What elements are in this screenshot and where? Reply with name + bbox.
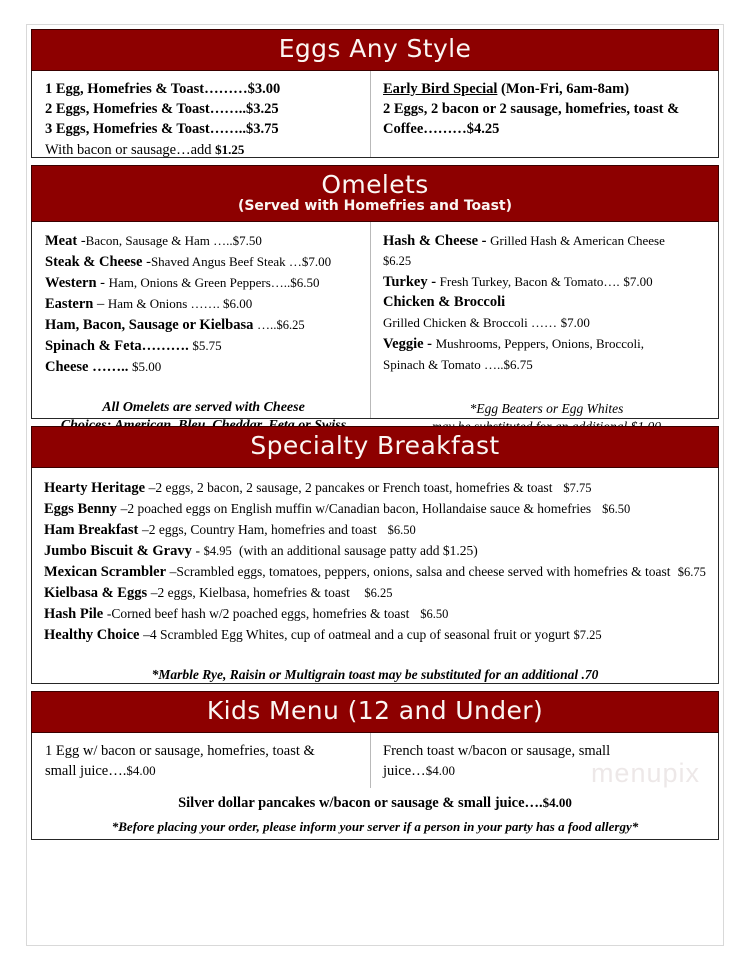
section-subtitle-omelets: (Served with Homefries and Toast) <box>237 198 513 214</box>
section-title-kids-menu: Kids Menu (12 and Under) <box>206 696 544 725</box>
menu-item <box>44 541 706 561</box>
item-name: Ham Breakfast <box>44 522 139 538</box>
menu-item <box>44 604 706 624</box>
item-desc: ….. <box>257 317 277 332</box>
item-price: $5.75 <box>192 338 222 353</box>
section-banner-omelets <box>31 165 719 222</box>
item-name: 1 Egg w/ bacon or sausage, homefries, toast & <box>45 743 315 759</box>
item-price: $6.50 <box>290 275 320 290</box>
menu-item <box>44 499 706 519</box>
item-name: Jumbo Biscuit & Gravy <box>44 543 192 559</box>
item-desc: 2 eggs, Kielbasa, homefries & toast <box>157 585 350 600</box>
item-desc: Grilled Chicken & Broccoli …… <box>383 315 558 330</box>
section-banner-specialty-breakfast <box>31 426 719 468</box>
item-dash: - <box>100 275 106 291</box>
omelets-left-column <box>32 222 371 418</box>
item-desc: 4 Scrambled Egg Whites, cup of oatmeal and a cup of seasonal fruit or yogurt <box>149 627 570 642</box>
item-desc: Scrambled eggs, tomatoes, peppers, onions, salsa and cheese served with homefries & toast <box>176 564 671 579</box>
kids-two-column-row <box>32 733 718 788</box>
item-desc: Spinach & Tomato ….. <box>383 357 504 372</box>
item-dash: – <box>120 501 128 516</box>
menu-item <box>383 293 710 312</box>
item-price: $7.50 <box>232 233 262 248</box>
item-price: $6.50 <box>387 523 416 537</box>
item-desc: Ham & Onions ……. <box>107 296 224 311</box>
item-name: Silver dollar pancakes w/bacon or sausage & small juice…. <box>178 795 543 811</box>
item-name: Spinach & Feta………. <box>45 338 189 354</box>
menu-item <box>383 313 710 333</box>
menu-item: 2 Eggs, 2 bacon or 2 sausage, homefries, toast & <box>383 101 680 117</box>
kids-center-item <box>32 788 718 814</box>
item-dash: – <box>169 564 177 579</box>
item-name: Eggs Benny <box>44 501 117 517</box>
item-price: $6.50 <box>602 502 631 516</box>
item-price: $5.00 <box>132 359 162 374</box>
allergy-notice: *Before placing your order, please inform your server if a person in your party has a food allergy* <box>111 819 639 834</box>
menu-item <box>44 520 706 540</box>
item-desc: 2 eggs, 2 bacon, 2 sausage, 2 pancakes or French toast, homefries & toast <box>155 480 553 495</box>
item-name: Ham, Bacon, Sausage or Kielbasa <box>45 317 254 333</box>
spacer <box>31 684 719 691</box>
item-dash: – <box>143 627 150 642</box>
item-desc: 2 poached eggs on English muffin w/Canadian bacon, Hollandaise sauce & homefries <box>127 501 592 516</box>
section-title-eggs-any-style: Eggs Any Style <box>278 34 472 63</box>
menu-item <box>44 583 706 603</box>
menu-item <box>45 80 362 99</box>
item-desc: Shaved Angus Beef Steak … <box>150 254 302 269</box>
item-name: With bacon or sausage…add <box>45 142 212 158</box>
kids-left-column <box>32 733 371 788</box>
item-desc: Bacon, Sausage & Ham ….. <box>85 233 233 248</box>
item-price: $6.50 <box>420 607 449 621</box>
menu-item <box>44 478 706 498</box>
menu-item <box>45 357 362 377</box>
item-name: Meat <box>45 233 78 249</box>
item-name: 2 Eggs, Homefries & Toast <box>45 101 210 117</box>
item-name: Early Bird Special <box>383 81 498 97</box>
menu-item <box>45 336 362 356</box>
item-name: Healthy Choice <box>44 627 140 643</box>
item-price: $1.25 <box>215 142 245 157</box>
menupix-watermark: menupix <box>590 758 700 788</box>
item-name: Cheese …….. <box>45 359 129 375</box>
item-price: $6.25 <box>383 254 412 268</box>
menu-item <box>383 231 710 251</box>
item-name: French toast w/bacon or sausage, small <box>383 743 611 759</box>
menu-item <box>45 120 362 139</box>
item-price: $6.25 <box>276 318 305 332</box>
item-price: $6.75 <box>677 565 706 579</box>
item-dash: – <box>142 522 149 537</box>
item-price: $6.25 <box>364 586 393 600</box>
section-title-specialty-breakfast: Specialty Breakfast <box>250 431 500 460</box>
menu-item <box>383 334 710 354</box>
item-name: Steak & Cheese <box>45 254 143 270</box>
item-dash: - <box>80 233 86 249</box>
item-price: $7.75 <box>563 481 592 495</box>
menu-item <box>45 140 362 160</box>
menu-item <box>44 625 706 645</box>
section-content-specialty-breakfast <box>31 468 719 684</box>
item-name: Chicken & Broccoli <box>383 294 506 310</box>
item-dots: …….. <box>209 121 246 137</box>
item-desc: 2 eggs, Country Ham, homefries and toast <box>148 522 377 537</box>
omelets-egg-beaters-note-line1: *Egg Beaters or Egg Whites <box>469 401 624 416</box>
menu-item <box>45 100 362 119</box>
item-price: $4.00 <box>126 763 156 778</box>
item-detail: (Mon-Fri, 6am-8am) <box>501 81 630 97</box>
item-dash: – <box>148 480 156 495</box>
specialty-footnote: *Marble Rye, Raisin or Multigrain toast may be substituted for an additional .70 <box>151 667 599 682</box>
item-desc: Corned beef hash w/2 poached eggs, homefries & toast <box>111 606 410 621</box>
menu-item <box>383 252 710 271</box>
item-price: $3.00 <box>247 81 281 97</box>
menu-item: Coffee………$4.25 <box>383 121 500 137</box>
item-dash: - <box>195 543 200 558</box>
item-price: $6.75 <box>503 357 533 372</box>
menu-item <box>45 294 362 314</box>
menu-item <box>45 231 362 251</box>
item-name: Hearty Heritage <box>44 480 146 496</box>
menu-item <box>383 742 710 761</box>
section-content-omelets <box>31 222 719 419</box>
item-name: 1 Egg, Homefries & Toast <box>45 81 205 97</box>
item-price: $7.00 <box>623 274 653 289</box>
section-title-omelets: Omelets <box>321 170 429 199</box>
menu-item <box>44 562 706 582</box>
item-name: Eastern <box>45 296 94 312</box>
item-dash: – <box>96 296 105 312</box>
item-dash: – <box>150 585 158 600</box>
menu-item <box>45 742 362 761</box>
item-dash: - <box>146 254 151 270</box>
kids-right-column <box>371 733 718 788</box>
item-desc: Ham, Onions & Green Peppers….. <box>108 275 291 290</box>
eggs-right-column <box>371 71 718 157</box>
item-desc: Mushrooms, Peppers, Onions, Broccoli, <box>435 336 644 351</box>
menu-item <box>45 315 362 335</box>
item-name-cont: juice… <box>383 763 426 779</box>
item-price: $4.00 <box>542 795 572 810</box>
item-name: Western <box>45 275 97 291</box>
item-name: 3 Eggs, Homefries & Toast <box>45 121 210 137</box>
section-banner-eggs-any-style <box>31 29 719 71</box>
section-content-eggs-any-style <box>31 71 719 158</box>
item-desc: Fresh Turkey, Bacon & Tomato…. <box>439 274 620 289</box>
item-name: Kielbasa & Eggs <box>44 585 148 601</box>
menu-item <box>383 761 710 781</box>
item-price: $7.25 <box>573 628 602 642</box>
section-banner-kids-menu <box>31 691 719 733</box>
item-extra: (with an additional sausage patty add $1.25) <box>238 543 478 558</box>
omelets-right-column <box>371 222 718 418</box>
item-price: $3.25 <box>245 101 279 117</box>
section-content-kids-menu <box>31 733 719 840</box>
item-desc: Grilled Hash & American Cheese <box>490 233 665 248</box>
item-price: $6.00 <box>223 296 253 311</box>
item-price: $4.00 <box>425 763 455 778</box>
item-dots: ……… <box>204 81 248 97</box>
menu-item <box>45 273 362 293</box>
item-dots: …….. <box>209 101 246 117</box>
item-dash: - <box>106 606 112 621</box>
item-name: Turkey - <box>383 274 437 290</box>
menu-item <box>383 355 710 375</box>
item-name: Hash & Cheese - <box>383 233 487 249</box>
menu-item <box>383 272 710 292</box>
menu-body <box>31 29 719 941</box>
item-name: Veggie - <box>383 336 432 352</box>
item-price: $7.00 <box>560 315 590 330</box>
menu-item <box>45 252 362 272</box>
item-price: $4.95 <box>203 544 232 558</box>
omelets-cheese-note-line1: All Omelets are served with Cheese <box>102 400 305 415</box>
item-price: $3.75 <box>245 121 279 137</box>
menu-item <box>45 761 362 781</box>
item-name: Hash Pile <box>44 606 104 622</box>
eggs-left-column <box>32 71 371 157</box>
item-price: $7.00 <box>301 254 332 269</box>
item-name: Mexican Scrambler <box>44 564 167 580</box>
menu-item <box>383 80 710 99</box>
item-name-cont: small juice…. <box>45 763 127 779</box>
